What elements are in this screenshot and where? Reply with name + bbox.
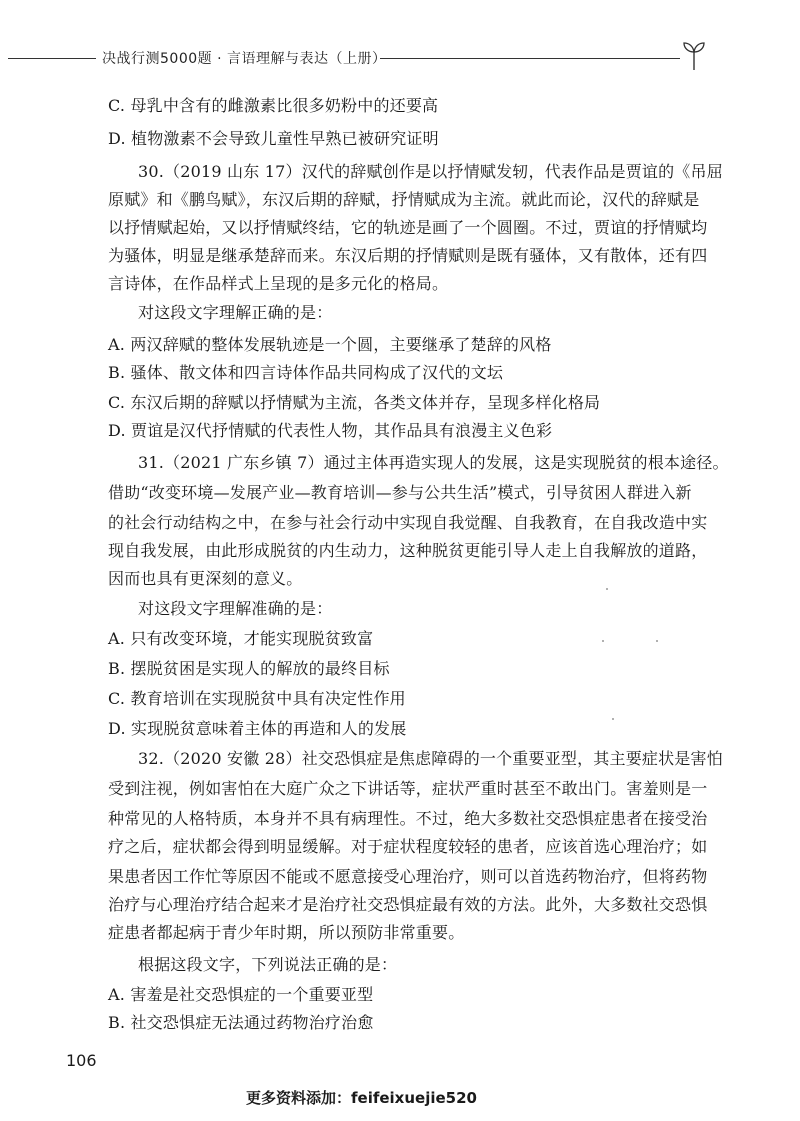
text-line: 以抒情赋起始，又以抒情赋终结，它的轨迹是画了一个圆圈。不过，贾谊的抒情赋均 [108, 218, 708, 237]
running-header [0, 46, 800, 70]
text-line: 因而也具有更深刻的意义。 [108, 569, 303, 588]
text-line: 原赋》和《鹏鸟赋》，东汉后期的辞赋，抒情赋成为主流。就此而论，汉代的辞赋是 [108, 190, 700, 209]
text-line: 根据这段文字，下列说法正确的是： [138, 955, 398, 974]
text-line: 为骚体，明显是继承楚辞而来。东汉后期的抒情赋则是既有骚体，又有散体，还有四 [108, 246, 708, 265]
footer-note: 更多资料添加：feifeixuejie520 [246, 1089, 477, 1107]
sprout-icon [676, 36, 712, 72]
page-number: 106 [66, 1051, 97, 1070]
text-line: 种常见的人格特质，本身并不具有病理性。不过，绝大多数社交恐惧症患者在接受治 [108, 809, 708, 828]
text-line: 症患者都起病于青少年时期，所以预防非常重要。 [108, 923, 465, 942]
text-line: 32.（2020 安徽 28）社交恐惧症是焦虑障碍的一个重要亚型，其主要症状是害怕 [138, 749, 723, 768]
text-line: B. 摆脱贫困是实现人的解放的最终目标 [108, 659, 390, 678]
text-line: 现自我发展，由此形成脱贫的内生动力，这种脱贫更能引导人走上自我解放的道路， [108, 541, 708, 560]
scan-speck [606, 588, 608, 590]
text-line: A. 害羞是社交恐惧症的一个重要亚型 [108, 985, 374, 1004]
text-line: 对这段文字理解准确的是： [138, 599, 333, 618]
text-line: D. 实现脱贫意味着主体的再造和人的发展 [108, 719, 407, 738]
text-line: 治疗与心理治疗结合起来才是治疗社交恐惧症最有效的方法。此外，大多数社交恐惧 [108, 895, 708, 914]
text-line: C. 教育培训在实现脱贫中具有决定性作用 [108, 689, 406, 708]
scan-speck [612, 718, 614, 720]
text-line: 受到注视，例如害怕在大庭广众之下讲话等，症状严重时甚至不敢出门。害羞则是一 [108, 779, 708, 798]
scan-speck [656, 640, 658, 642]
text-line: 30.（2019 山东 17）汉代的辞赋创作是以抒情赋发轫，代表作品是贾谊的《吊屈 [138, 162, 723, 181]
text-line: 的社会行动结构之中，在参与社会行动中实现自我觉醒、自我教育，在自我改造中实 [108, 513, 708, 532]
header-title: 决战行测5000题 · 言语理解与表达（上册） [102, 51, 387, 67]
scan-speck [602, 640, 604, 642]
text-line: C. 母乳中含有的雌激素比很多奶粉中的还要高 [108, 96, 439, 115]
text-line: B. 骚体、散文体和四言诗体作品共同构成了汉代的文坛 [108, 363, 504, 382]
header-rule-right [380, 58, 680, 59]
text-line: 对这段文字理解正确的是： [138, 303, 333, 322]
text-line: B. 社交恐惧症无法通过药物治疗治愈 [108, 1013, 374, 1032]
text-line: 31.（2021 广东乡镇 7）通过主体再造实现人的发展，这是实现脱贫的根本途径。 [138, 453, 729, 472]
header-rule-left [8, 58, 96, 59]
text-line: 借助“改变环境—发展产业—教育培训—参与公共生活”模式，引导贫困人群进入新 [108, 483, 692, 502]
text-line: D. 植物激素不会导致儿童性早熟已被研究证明 [108, 129, 439, 148]
text-line: 言诗体，在作品样式上呈现的是多元化的格局。 [108, 274, 449, 293]
text-line: D. 贾谊是汉代抒情赋的代表性人物，其作品具有浪漫主义色彩 [108, 421, 553, 440]
text-line: A. 两汉辞赋的整体发展轨迹是一个圆，主要继承了楚辞的风格 [108, 335, 552, 354]
text-line: 疗之后，症状都会得到明显缓解。对于症状程度较轻的患者，应该首选心理治疗；如 [108, 837, 708, 856]
text-line: 果患者因工作忙等原因不能或不愿意接受心理治疗，则可以首选药物治疗，但将药物 [108, 867, 708, 886]
text-line: C. 东汉后期的辞赋以抒情赋为主流，各类文体并存，呈现多样化格局 [108, 393, 601, 412]
text-line: A. 只有改变环境，才能实现脱贫致富 [108, 629, 374, 648]
